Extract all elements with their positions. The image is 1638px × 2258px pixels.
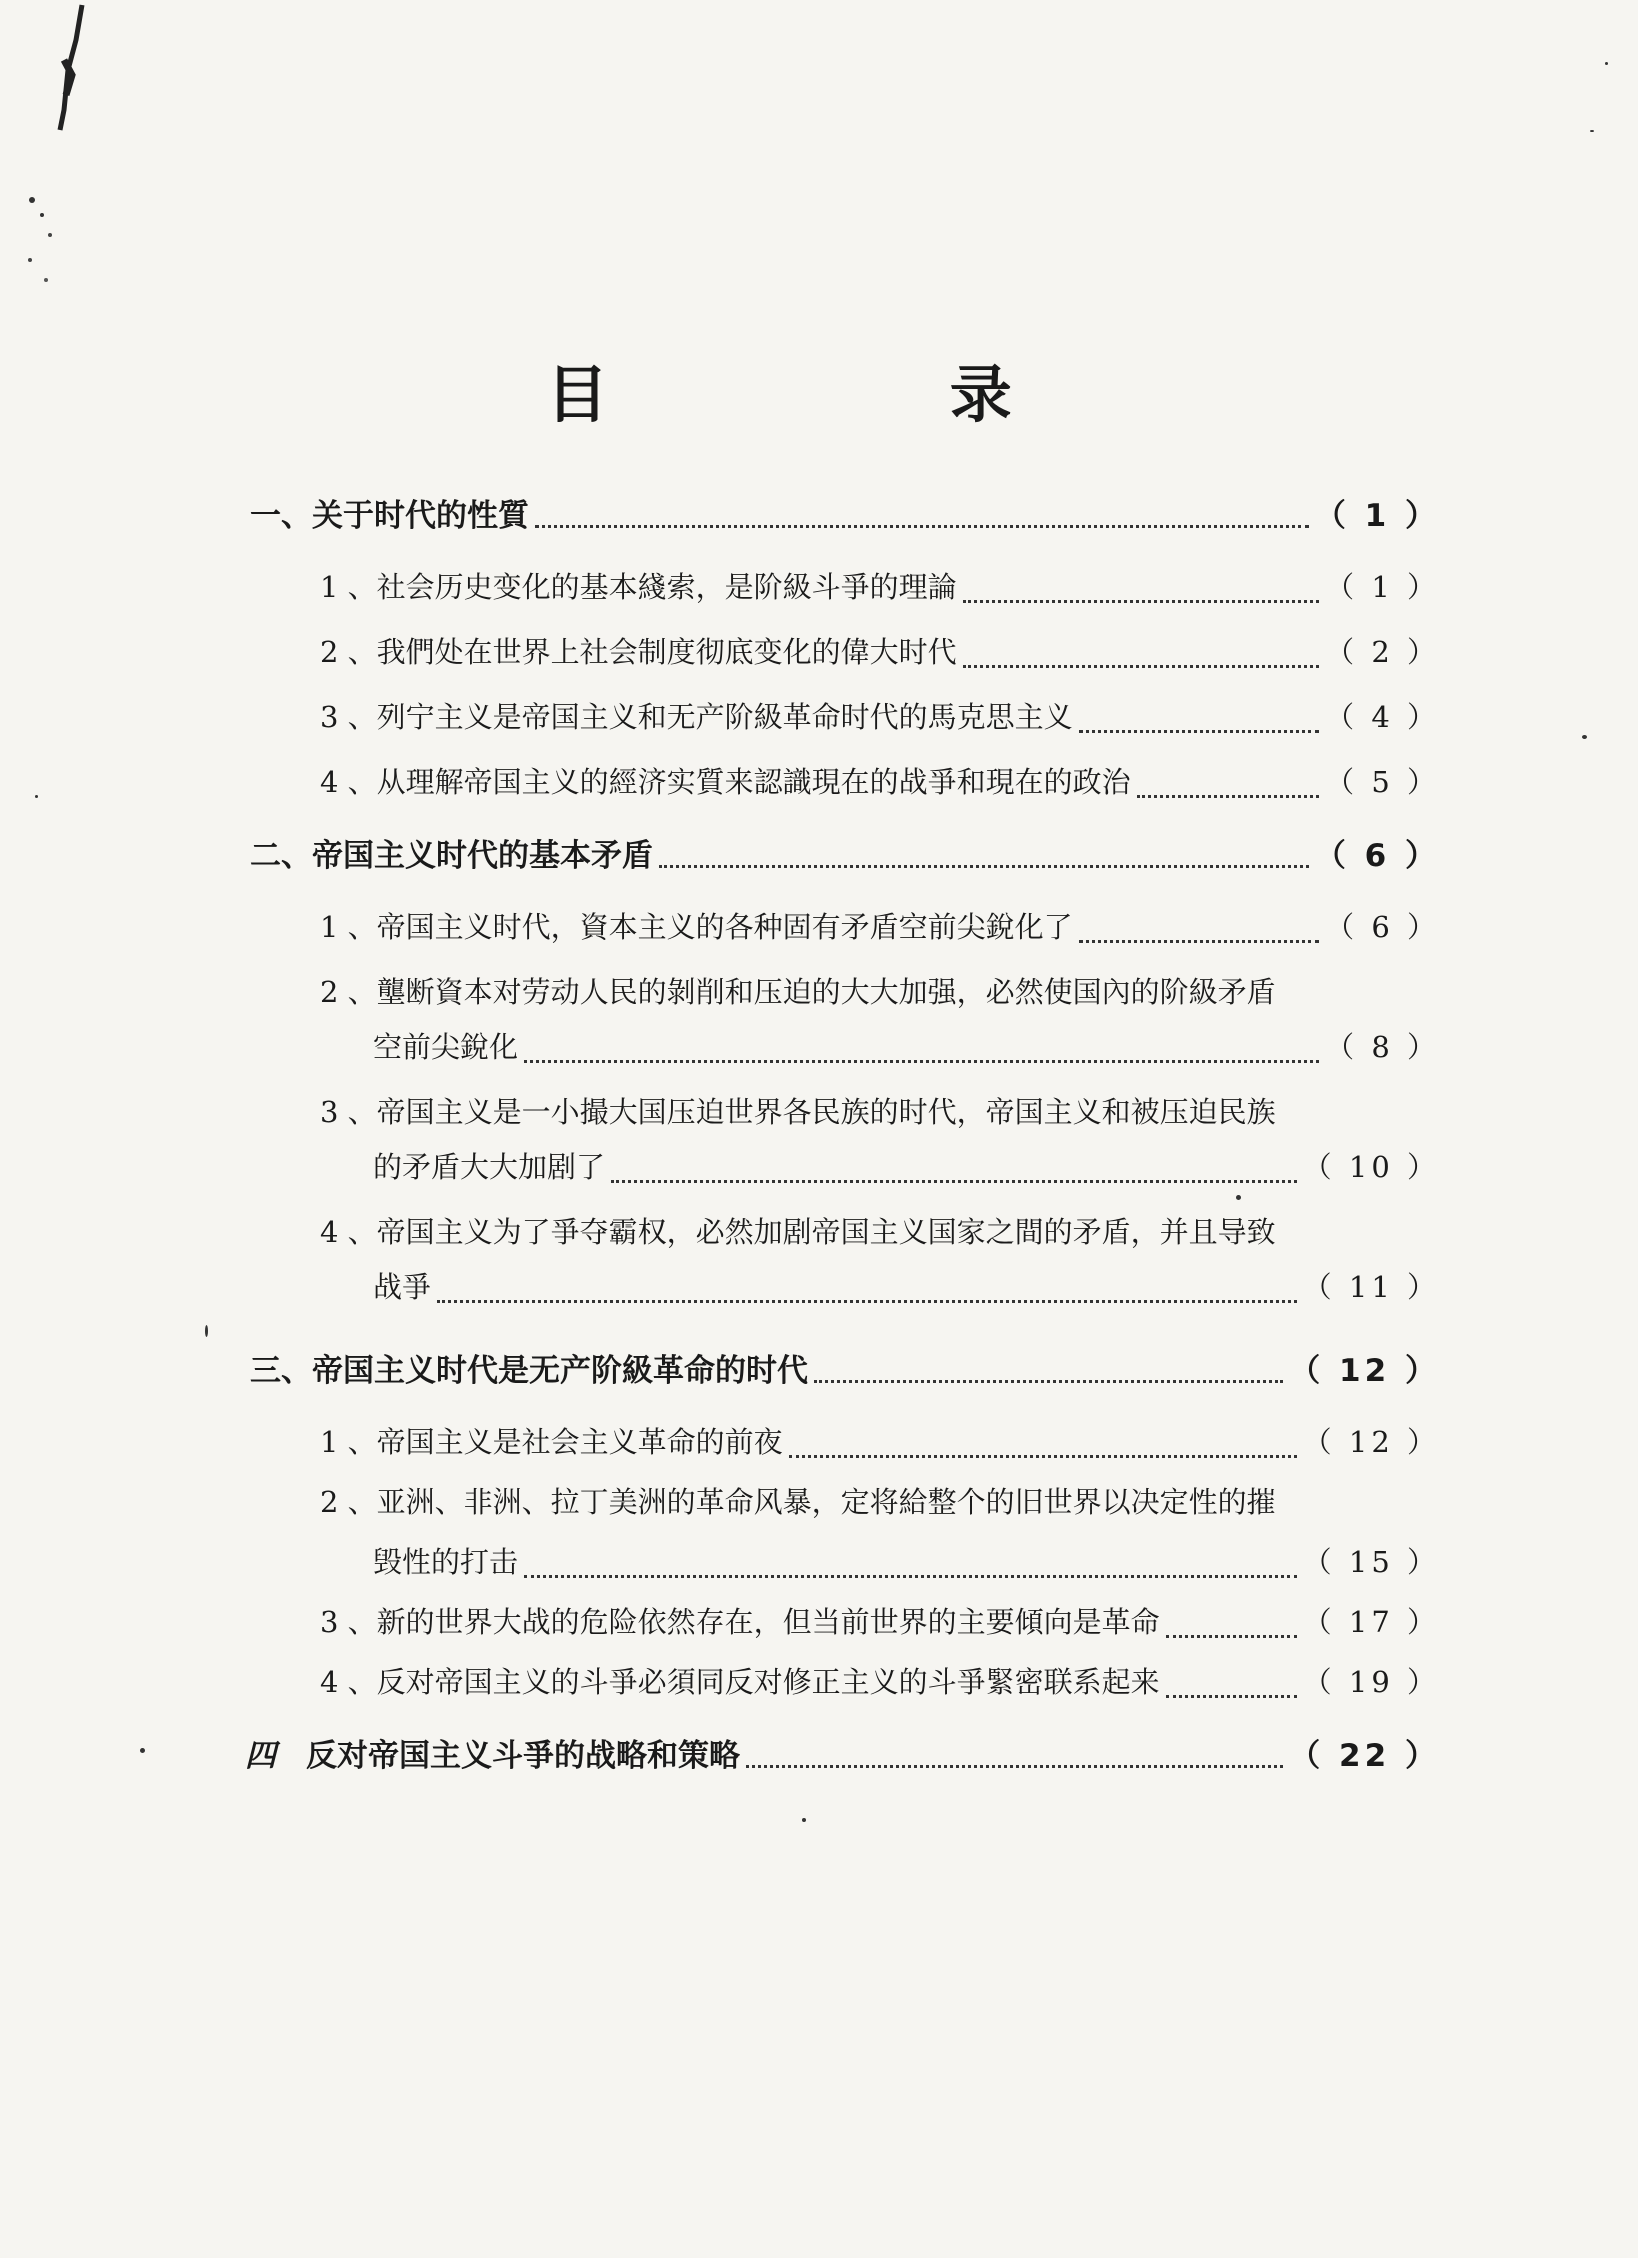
toc-entry: [320, 565, 1440, 625]
toc-text: 反对帝国主义斗爭的战略和策略: [306, 1738, 740, 1774]
leader-dots: [963, 665, 1319, 668]
toc-number: 4 、: [320, 1215, 377, 1249]
toc-page: （ 22 ）: [1289, 1738, 1440, 1774]
leader-dots: [1166, 1635, 1297, 1638]
toc-entry: [250, 830, 1440, 890]
toc-text: 帝国主义时代，資本主义的各种固有矛盾空前尖銳化了: [376, 910, 1073, 944]
leader-dots: [814, 1380, 1283, 1383]
leader-dots: [611, 1180, 1297, 1183]
toc-page: （ 1 ）: [1314, 498, 1440, 534]
toc-number: 2 、: [320, 975, 377, 1009]
toc-page: （ 12 ）: [1302, 1425, 1440, 1459]
toc-text: 帝国主义为了爭夺霸权，必然加剧帝国主义国家之間的矛盾，并且导致: [376, 1215, 1276, 1249]
leader-dots: [659, 865, 1309, 868]
toc-entry-continuation: [373, 1145, 1440, 1205]
speck: [205, 1325, 208, 1337]
toc-entry-continuation: [373, 1540, 1440, 1600]
leader-dots: [1166, 1695, 1297, 1698]
toc-page: （ 11 ）: [1302, 1270, 1440, 1304]
leader-dots: [1079, 730, 1319, 733]
leader-dots: [746, 1765, 1283, 1768]
toc-page: （ 19 ）: [1302, 1665, 1440, 1699]
toc-page: （ 15 ）: [1302, 1545, 1440, 1579]
toc-text: 社会历史变化的基本綫索，是阶級斗爭的理論: [376, 570, 957, 604]
toc-entry: [320, 1210, 1440, 1270]
toc-number: 二、: [250, 838, 312, 874]
toc-text: 帝国主义时代的基本矛盾: [312, 838, 653, 874]
leader-dots: [1137, 795, 1319, 798]
toc-text: 空前尖銳化: [373, 1030, 519, 1064]
toc-text: 关于时代的性質: [312, 498, 529, 534]
leader-dots: [524, 1575, 1297, 1578]
page-title: 目 录: [546, 358, 1172, 431]
toc-number: 4 、: [320, 1665, 377, 1699]
toc-number: 1 、: [320, 910, 377, 944]
toc-entry: [320, 1660, 1440, 1720]
toc-page: （ 8 ）: [1325, 1030, 1440, 1064]
toc-text: 帝国主义时代是无产阶級革命的时代: [312, 1353, 808, 1389]
toc-page: （ 6 ）: [1325, 910, 1440, 944]
leader-dots: [535, 525, 1309, 528]
speck: [1605, 62, 1608, 65]
scan-mark-top-left: [20, 0, 100, 300]
toc-page: （ 10 ）: [1302, 1150, 1440, 1184]
speck: [140, 1748, 145, 1753]
toc-page: （ 12 ）: [1289, 1353, 1440, 1389]
toc-number: 3 、: [320, 1605, 377, 1639]
toc-entry: [320, 905, 1440, 965]
toc-number: 四: [245, 1738, 276, 1774]
toc-text: 壟断資本对劳动人民的剝削和压迫的大大加强，必然使国內的阶級矛盾: [376, 975, 1276, 1009]
toc-entry: [250, 1345, 1440, 1405]
toc-entry: [320, 695, 1440, 755]
toc-entry: [250, 490, 1440, 550]
toc-entry: [320, 1420, 1440, 1480]
toc-number: 一、: [250, 498, 312, 534]
leader-dots: [524, 1060, 1319, 1063]
toc-text: 的矛盾大大加剧了: [373, 1150, 606, 1184]
toc-entry: [320, 970, 1440, 1030]
leader-dots: [789, 1455, 1297, 1458]
toc-page: （ 2 ）: [1325, 635, 1440, 669]
toc-page: （ 4 ）: [1325, 700, 1440, 734]
toc-text: 亚洲、非洲、拉丁美洲的革命风暴，定将給整个的旧世界以决定性的摧: [376, 1485, 1276, 1519]
toc-text: 毁性的打击: [373, 1545, 519, 1579]
toc-number: 4 、: [320, 765, 377, 799]
leader-dots: [963, 600, 1319, 603]
toc-entry: [245, 1730, 1440, 1790]
toc-page: （ 6 ）: [1314, 838, 1440, 874]
toc-number: 2 、: [320, 635, 377, 669]
toc-entry: [320, 1090, 1440, 1150]
toc-text: 我們处在世界上社会制度彻底变化的偉大时代: [376, 635, 957, 669]
leader-dots: [437, 1300, 1297, 1303]
toc-number: 三、: [250, 1353, 312, 1389]
toc-text: 列宁主义是帝国主义和无产阶級革命时代的馬克思主义: [376, 700, 1073, 734]
toc-text: 从理解帝国主义的經济实質来認識現在的战爭和現在的政治: [376, 765, 1131, 799]
toc-entry: [320, 630, 1440, 690]
toc-entry: [320, 1600, 1440, 1660]
speck: [35, 795, 38, 798]
toc-page: （ 5 ）: [1325, 765, 1440, 799]
toc-number: 1 、: [320, 570, 377, 604]
toc-page: （ 17 ）: [1302, 1605, 1440, 1639]
toc-entry: [320, 760, 1440, 820]
speck: [1590, 130, 1594, 132]
toc-text: 战爭: [373, 1270, 432, 1304]
toc-text: 新的世界大战的危险依然存在，但当前世界的主要傾向是革命: [376, 1605, 1160, 1639]
leader-dots: [1079, 940, 1319, 943]
toc-text: 反对帝国主义的斗爭必須同反对修正主义的斗爭緊密联系起来: [376, 1665, 1160, 1699]
toc-number: 1 、: [320, 1425, 377, 1459]
toc-text: 帝国主义是社会主义革命的前夜: [376, 1425, 783, 1459]
toc-number: 3 、: [320, 1095, 377, 1129]
toc-page: （ 1 ）: [1325, 570, 1440, 604]
toc-entry: [320, 1480, 1440, 1540]
toc-number: 3 、: [320, 700, 377, 734]
speck: [802, 1818, 806, 1822]
speck: [1582, 735, 1587, 739]
toc-number: 2 、: [320, 1485, 377, 1519]
toc-entry-continuation: [373, 1025, 1440, 1085]
toc-entry-continuation: [373, 1265, 1440, 1325]
toc-text: 帝国主义是一小撮大国压迫世界各民族的时代，帝国主义和被压迫民族: [376, 1095, 1276, 1129]
